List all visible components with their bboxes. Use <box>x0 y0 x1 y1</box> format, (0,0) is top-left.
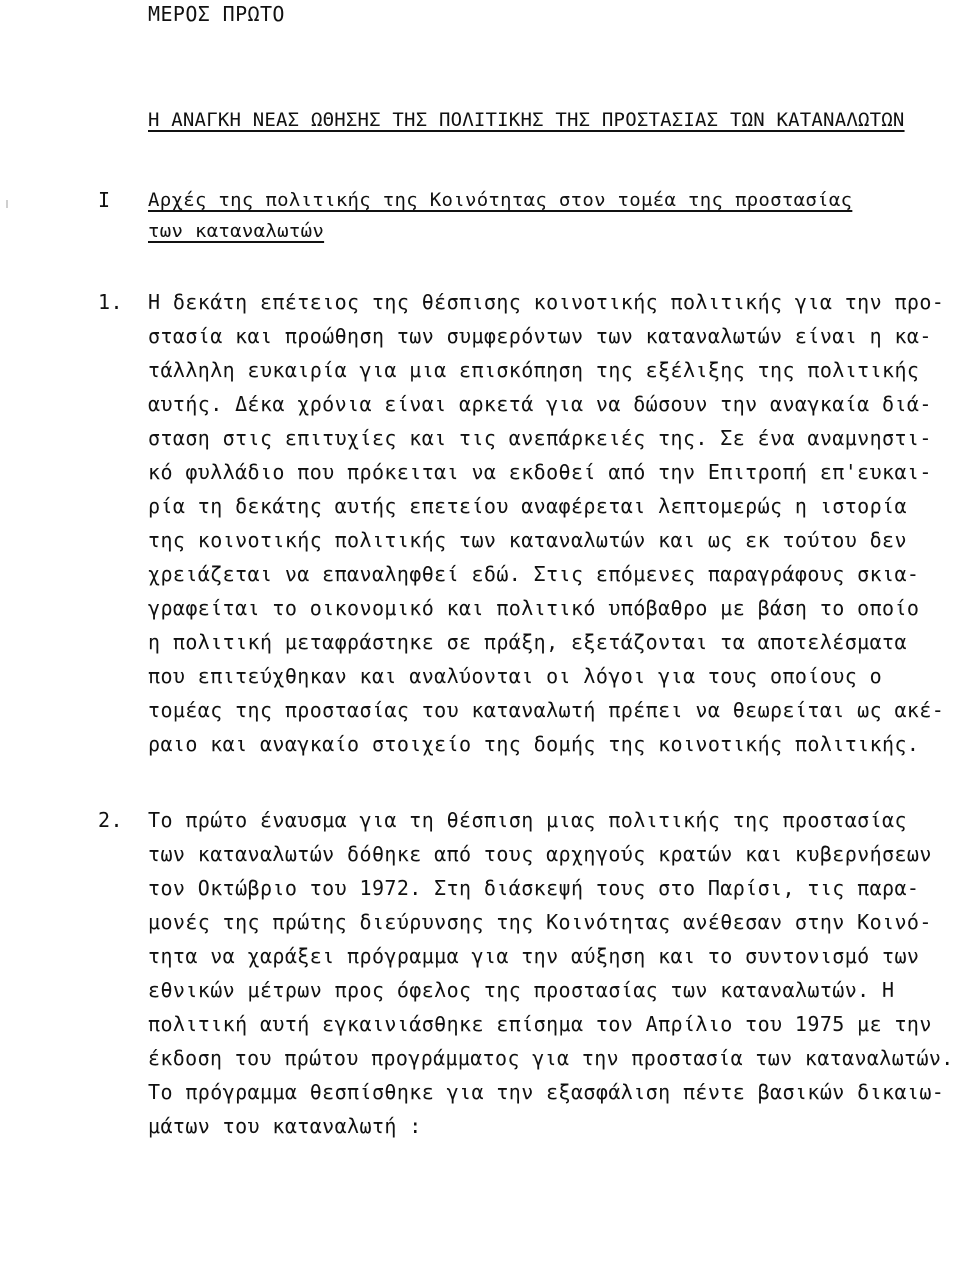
paragraph-number: 1. <box>98 290 123 314</box>
paragraph-line: σταση στις επιτυχίες και τις ανεπάρκειές της. Σε ένα αναμνηστι- <box>148 426 932 450</box>
paragraph-number: 2. <box>98 808 123 832</box>
paragraph-line: Το πρώτο έναυσμα για τη θέσπιση μιας πολιτικής της προστασίας <box>148 808 907 832</box>
paragraph-line: πολιτική αυτή εγκαινιάσθηκε επίσημα τον Απρίλιο του 1975 με την <box>148 1012 932 1036</box>
paragraph-line: μονές της πρώτης διεύρυνσης της Κοινότητας ανέθεσαν στην Κοινό- <box>148 910 932 934</box>
paragraph-line: αυτής. Δέκα χρόνια είναι αρκετά για να δώσουν την αναγκαία διά- <box>148 392 932 416</box>
part-title: ΜΕΡΟΣ ΠΡΩΤΟ <box>148 2 285 26</box>
margin-mark <box>6 200 8 208</box>
paragraph-line: τομέας της προστασίας του καταναλωτή πρέπει να θεωρείται ως ακέ- <box>148 698 945 722</box>
paragraph-line: ρία τη δεκάτης αυτής επετείου αναφέρεται λεπτομερώς η ιστορία <box>148 494 907 518</box>
section-number: I <box>98 188 111 212</box>
paragraph-line: εθνικών μέτρων προς όφελος της προστασίας των καταναλωτών. Η <box>148 978 895 1002</box>
paragraph-line: η πολιτική μεταφράστηκε σε πράξη, εξετάζονται τα αποτελέσματα <box>148 630 907 654</box>
section-heading-line: των καταναλωτών <box>148 220 325 242</box>
paragraph-line: τον Οκτώβριο του 1972. Στη διάσκεψή τους στο Παρίσι, τις παρα- <box>148 876 920 900</box>
paragraph-line: μάτων του καταναλωτή : <box>148 1114 422 1138</box>
paragraph-line: τητα να χαράξει πρόγραμμα για την αύξηση και το συντονισμό των <box>148 944 920 968</box>
section-heading-line: Αρχές της πολιτικής της Κοινότητας στον τομέα της προστασίας <box>148 189 853 211</box>
paragraph-line: γραφείται το οικονομικό και πολιτικό υπόβαθρο με βάση το οποίο <box>148 596 920 620</box>
paragraph-line: που επιτεύχθηκαν και αναλύονται οι λόγοι για τους οποίους ο <box>148 664 883 688</box>
paragraph-line: Το πρόγραμμα θεσπίσθηκε για την εξασφάλιση πέντε βασικών δικαιω- <box>148 1080 945 1104</box>
paragraph-line: ραιο και αναγκαίο στοιχείο της δομής της κοινοτικής πολιτικής. <box>148 732 920 756</box>
paragraph-line: τάλληλη ευκαιρία για μια επισκόπηση της εξέλιξης της πολιτικής <box>148 358 920 382</box>
paragraph-line: έκδοση του πρώτου προγράμματος για την προστασία των καταναλωτών. <box>148 1046 954 1070</box>
paragraph-line: της κοινοτικής πολιτικής των καταναλωτών και ως εκ τούτου δεν <box>148 528 907 552</box>
chapter-title: Η ΑΝΑΓΚΗ ΝΕΑΣ ΩΘΗΣΗΣ ΤΗΣ ΠΟΛΙΤΙΚΗΣ ΤΗΣ ΠΡΟΣΤΑΣΙΑΣ ΤΩΝ ΚΑΤΑΝΑΛΩΤΩΝ <box>148 109 905 131</box>
paragraph-line: κό φυλλάδιο που πρόκειται να εκδοθεί από την Επιτροπή επ'ευκαι- <box>148 460 932 484</box>
paragraph-line: των καταναλωτών δόθηκε από τους αρχηγούς κρατών και κυβερνήσεων <box>148 842 932 866</box>
paragraph-line: Η δεκάτη επέτειος της θέσπισης κοινοτικής πολιτικής για την προ- <box>148 290 945 314</box>
paragraph-line: στασία και προώθηση των συμφερόντων των καταναλωτών είναι η κα- <box>148 324 932 348</box>
paragraph-line: χρειάζεται να επαναληφθεί εδώ. Στις επόμενες παραγράφους σκια- <box>148 562 920 586</box>
